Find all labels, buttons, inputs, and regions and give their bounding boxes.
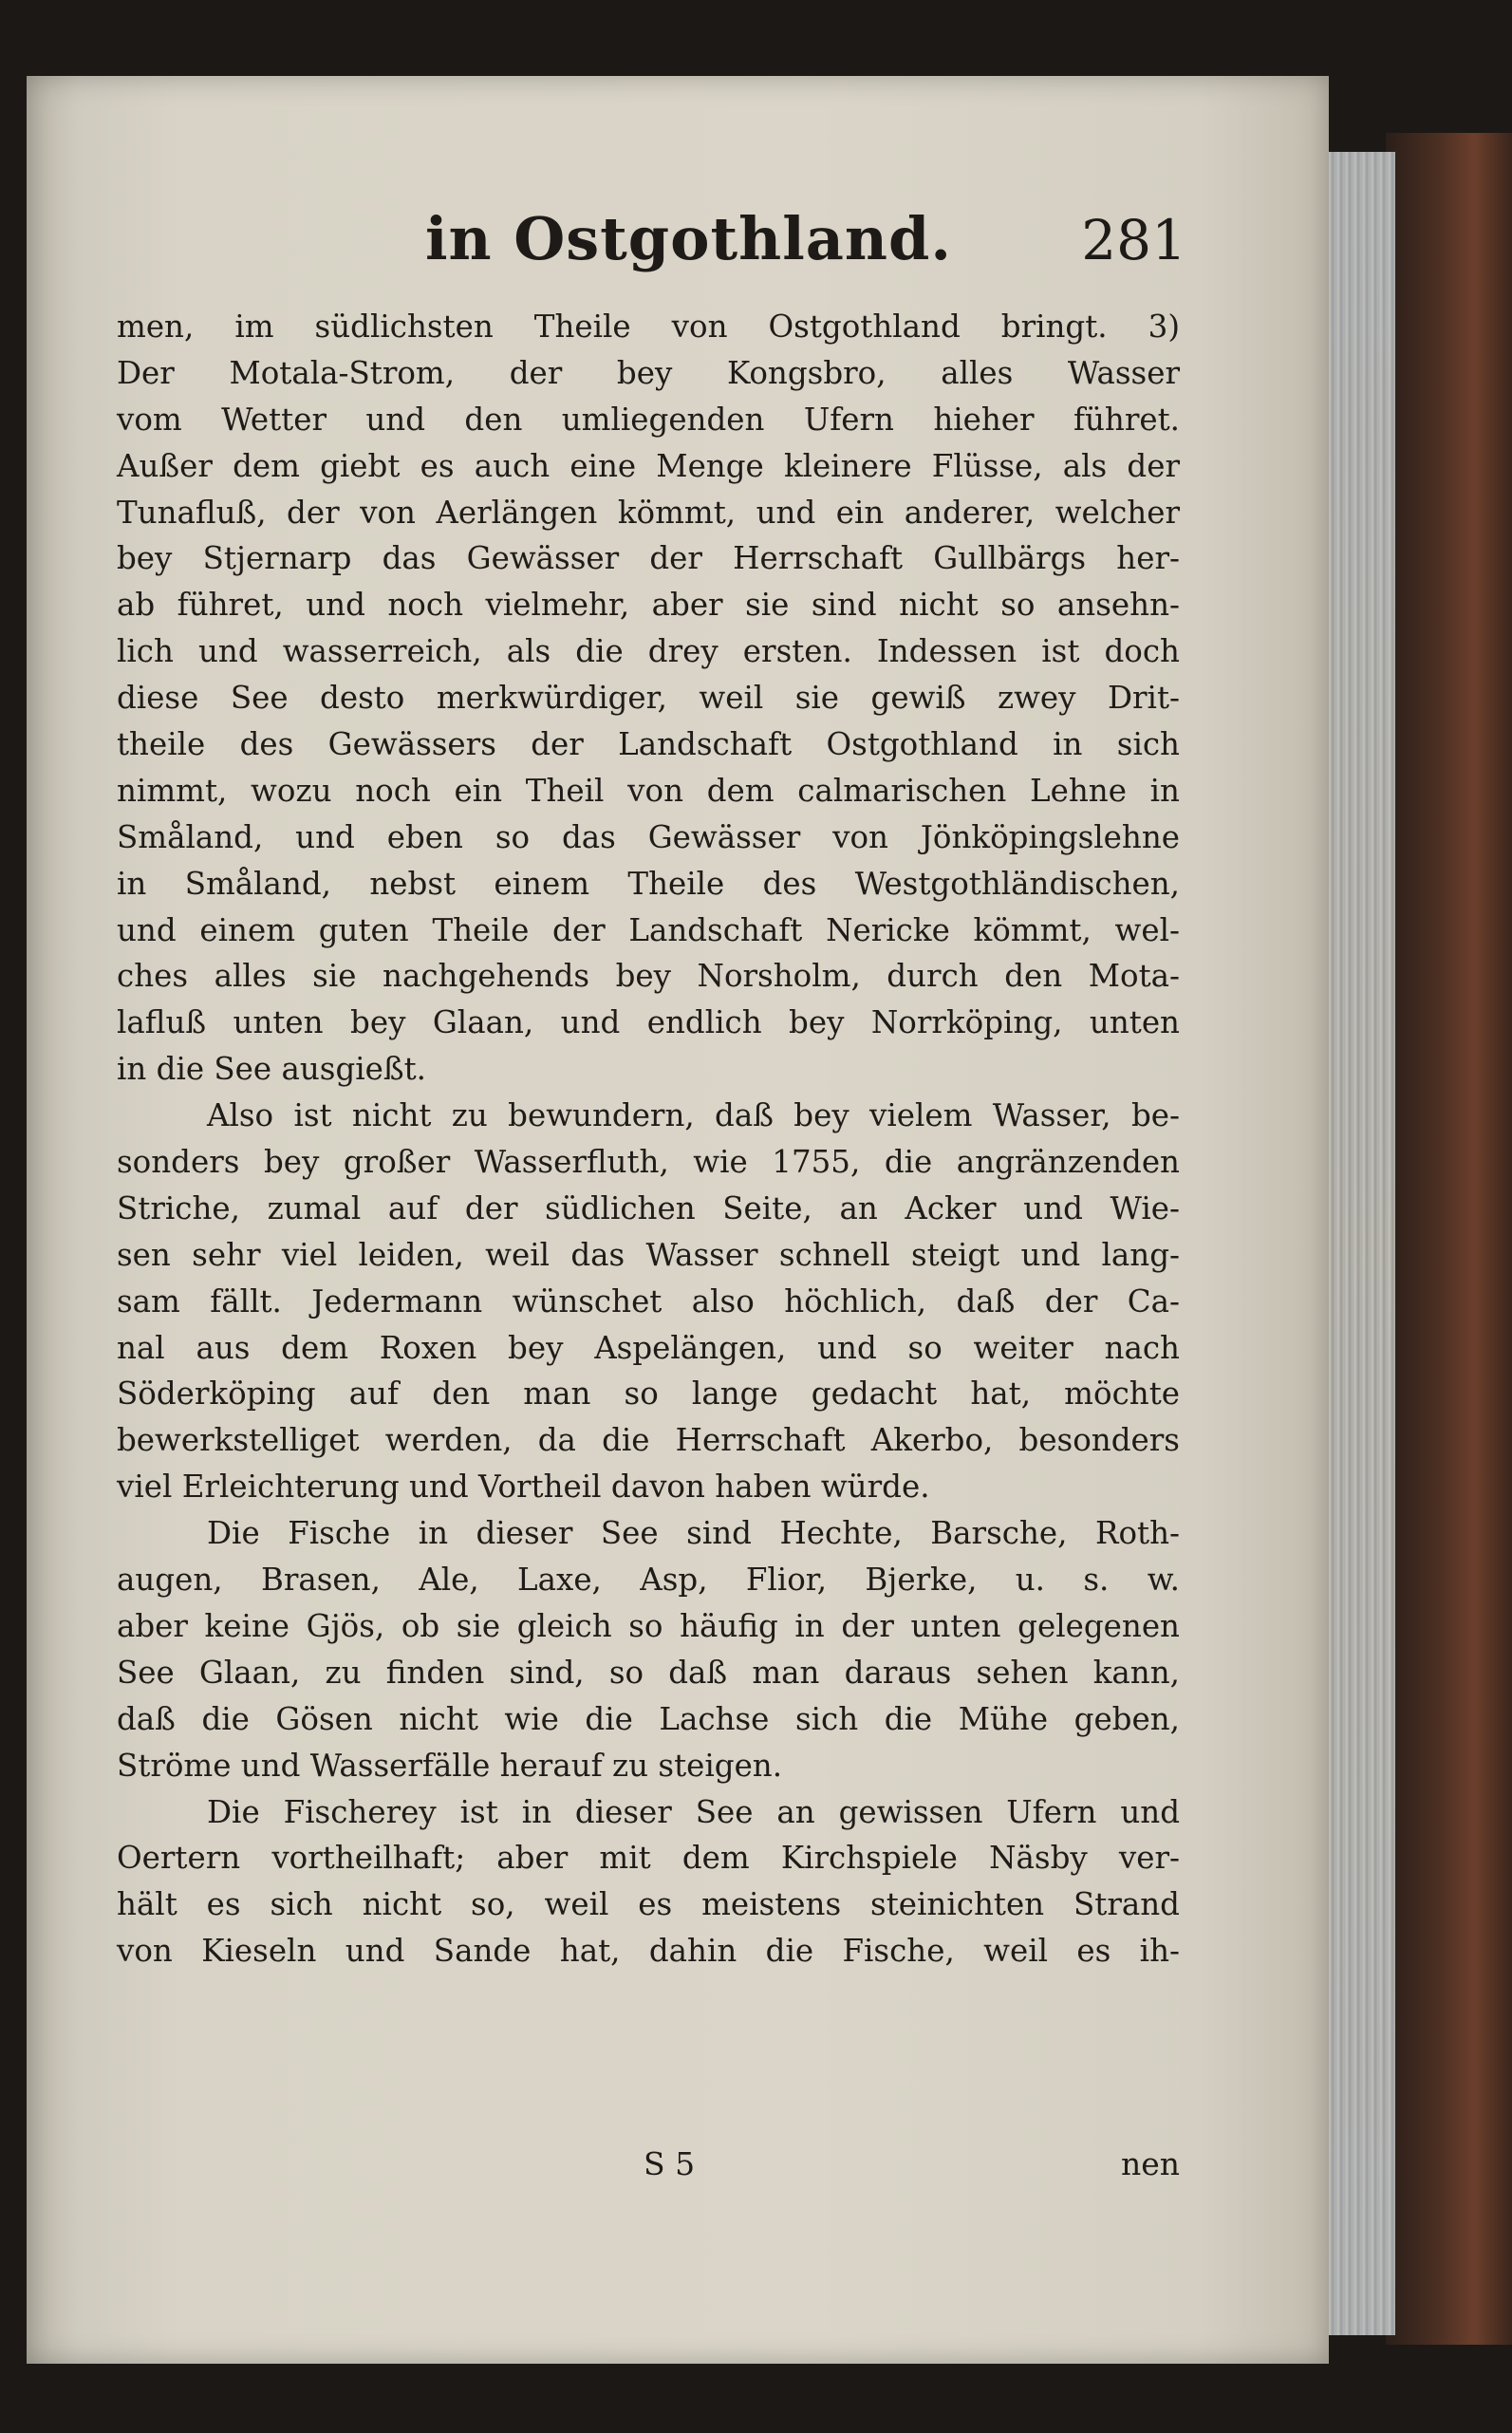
page-header — [27, 204, 1329, 290]
text-line: hält es sich nicht so, weil es meistens steinichten Strand — [117, 1886, 1180, 1923]
text-line: nal aus dem Roxen bey Aspelängen, und so weiter nach — [117, 1329, 1180, 1366]
text-line: diese See desto merkwürdiger, weil sie gewiß zwey Drit- — [117, 680, 1180, 717]
text-line: augen, Brasen, Ale, Laxe, Asp, Flior, Bjerke, u. s. w. — [117, 1562, 1180, 1599]
text-line: von Kieseln und Sande hat, dahin die Fische, weil es ih- — [117, 1933, 1180, 1970]
text-line: Tunafluß, der von Aerlängen kömmt, und ein anderer, welcher — [117, 494, 1180, 531]
text-line: nimmt, wozu noch ein Theil von dem calmarischen Lehne in — [117, 772, 1180, 809]
book-cover — [1386, 133, 1512, 2345]
running-title: in Ostgothland. — [425, 204, 952, 273]
text-line: Die Fische in dieser See sind Hechte, Barsche, Roth- — [207, 1515, 1180, 1552]
text-line: bey Stjernarp das Gewässer der Herrschaft Gullbärgs her- — [117, 540, 1180, 577]
text-line: Also ist nicht zu bewundern, daß bey vielem Wasser, be- — [207, 1097, 1180, 1134]
text-line: vom Wetter und den umliegenden Ufern hieher führet. — [117, 401, 1180, 438]
text-line: men, im südlichsten Theile von Ostgothland bringt. 3) — [117, 309, 1180, 345]
text-line: See Glaan, zu finden sind, so daß man daraus sehen kann, — [117, 1654, 1180, 1691]
signature-mark: S 5 — [644, 2145, 696, 2182]
page-footer — [117, 2145, 1180, 2193]
text-line: Småland, und eben so das Gewässer von Jönköpingslehne — [117, 818, 1180, 855]
catchword: nen — [1120, 2145, 1180, 2182]
text-line: aber keine Gjös, ob sie gleich so häufig in der unten gelegenen — [117, 1607, 1180, 1644]
text-line: sam fällt. Jedermann wünschet also höchlich, daß der Ca- — [117, 1282, 1180, 1319]
text-line: in Småland, nebst einem Theile des Westgothländischen, — [117, 865, 1180, 902]
body-text — [117, 304, 1180, 1974]
text-line: ab führet, und noch vielmehr, aber sie sind nicht so ansehn- — [117, 587, 1180, 624]
text-line: bewerkstelliget werden, da die Herrschaft Akerbo, besonders — [117, 1422, 1180, 1459]
text-line: Die Fischerey ist in dieser See an gewissen Ufern und — [207, 1793, 1180, 1830]
text-line: Der Motala-Strom, der bey Kongsbro, alles Wasser — [117, 354, 1180, 391]
text-line: und einem guten Theile der Landschaft Nericke kömmt, wel- — [117, 911, 1180, 948]
page-number: 281 — [1081, 208, 1186, 272]
text-line: ches alles sie nachgehends bey Norsholm, durch den Mota- — [117, 958, 1180, 995]
text-line: Ströme und Wasserfälle herauf zu steigen. — [117, 1747, 783, 1784]
text-line: sen sehr viel leiden, weil das Wasser schnell steigt und lang- — [117, 1236, 1180, 1273]
book-page — [27, 76, 1329, 2364]
text-line: in die See ausgießt. — [117, 1051, 426, 1088]
text-line: Außer dem giebt es auch eine Menge kleinere Flüsse, als der — [117, 447, 1180, 484]
text-line: daß die Gösen nicht wie die Lachse sich die Mühe geben, — [117, 1700, 1180, 1737]
text-line: viel Erleichterung und Vortheil davon haben würde. — [117, 1469, 930, 1506]
text-line: sonders bey großer Wasserfluth, wie 1755, die angränzenden — [117, 1144, 1180, 1181]
text-line: lich und wasserreich, als die drey ersten. Indessen ist doch — [117, 633, 1180, 670]
text-line: theile des Gewässers der Landschaft Ostgothland in sich — [117, 726, 1180, 763]
text-line: Oertern vortheilhaft; aber mit dem Kirchspiele Näsby ver- — [117, 1840, 1180, 1877]
text-line: Söderköping auf den man so lange gedacht hat, möchte — [117, 1376, 1180, 1413]
text-line: Striche, zumal auf der südlichen Seite, an Acker und Wie- — [117, 1189, 1180, 1226]
text-line: lafluß unten bey Glaan, und endlich bey Norrköping, unten — [117, 1004, 1180, 1041]
